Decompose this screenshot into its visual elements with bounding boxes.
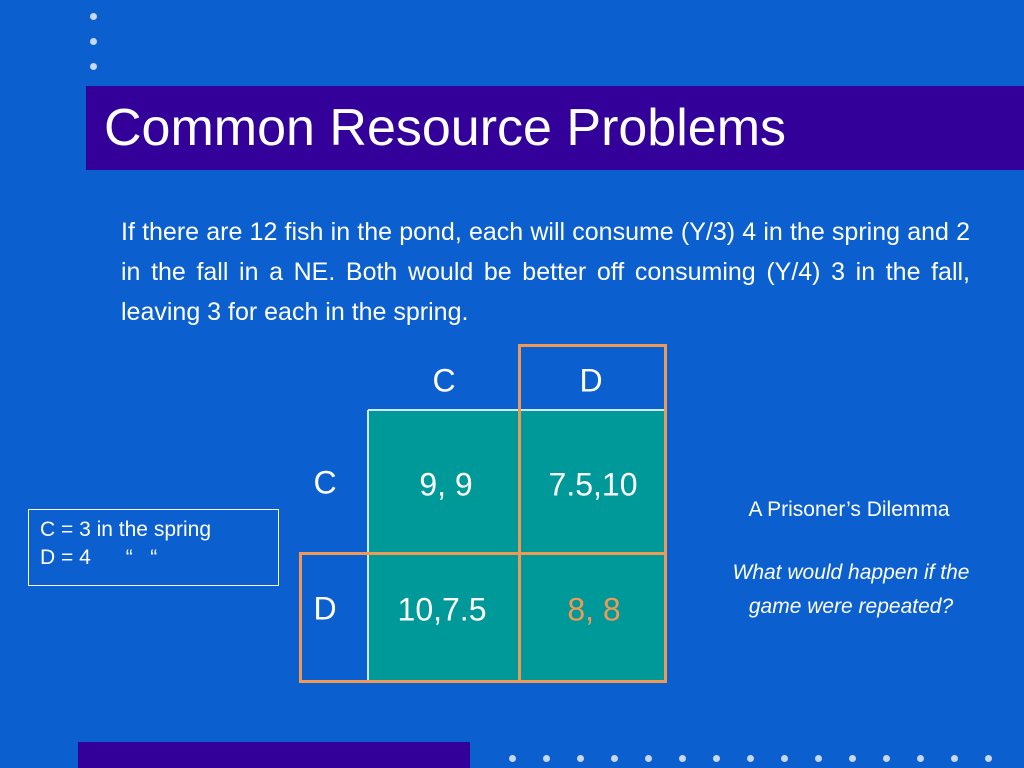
decor-dot [781,755,788,762]
decor-dot [509,755,516,762]
row-label-d: D [313,590,337,627]
legend-line-c: C = 3 in the spring [40,518,212,541]
decor-dot [883,755,890,762]
decor-dot [951,755,958,762]
decor-dot [90,13,97,20]
decor-dot [577,755,584,762]
row-d-border [299,552,302,683]
decor-dot [90,38,97,45]
row-label-c: C [313,464,337,501]
row-d-border [299,680,667,683]
decor-dot [815,755,822,762]
decor-dot [849,755,856,762]
decor-dot [645,755,652,762]
decor-dot [611,755,618,762]
decor-dot [747,755,754,762]
repeated-game-question: What would happen if the game were repeated? [732,561,970,618]
body-paragraph: If there are 12 fish in the pond, each will consume (Y/3) 4 in the spring and 2 in the fall in a NE. Both would be better off consuming (Y/4) 3 in the fall, leaving 3 for each in the spring. [121,218,970,326]
slide-title: Common Resource Problems [104,99,787,157]
payoff-dd: 8, 8 [567,591,621,628]
decor-dot [713,755,720,762]
column-label-d: D [579,362,603,399]
row-d-border [299,552,667,555]
decor-dot [90,63,97,70]
decor-dot [679,755,686,762]
payoff-dc: 10,7.5 [397,591,487,628]
strategy-legend [28,509,279,586]
grid-line [367,410,369,681]
footer-bar [78,742,470,768]
column-d-border [518,344,521,683]
column-d-border [664,344,667,683]
decor-dot [985,755,992,762]
decor-dot [543,755,550,762]
column-label-c: C [432,362,456,399]
column-d-border [519,344,667,347]
title-bar [86,86,1024,170]
legend-line-d: D = 4 “ “ [40,546,158,569]
decor-dot [917,755,924,762]
payoff-cd: 7.5,10 [548,466,638,503]
grid-line [368,409,666,411]
prisoners-dilemma-caption: A Prisoner’s Dilemma [748,498,950,521]
payoff-cc: 9, 9 [419,466,473,503]
